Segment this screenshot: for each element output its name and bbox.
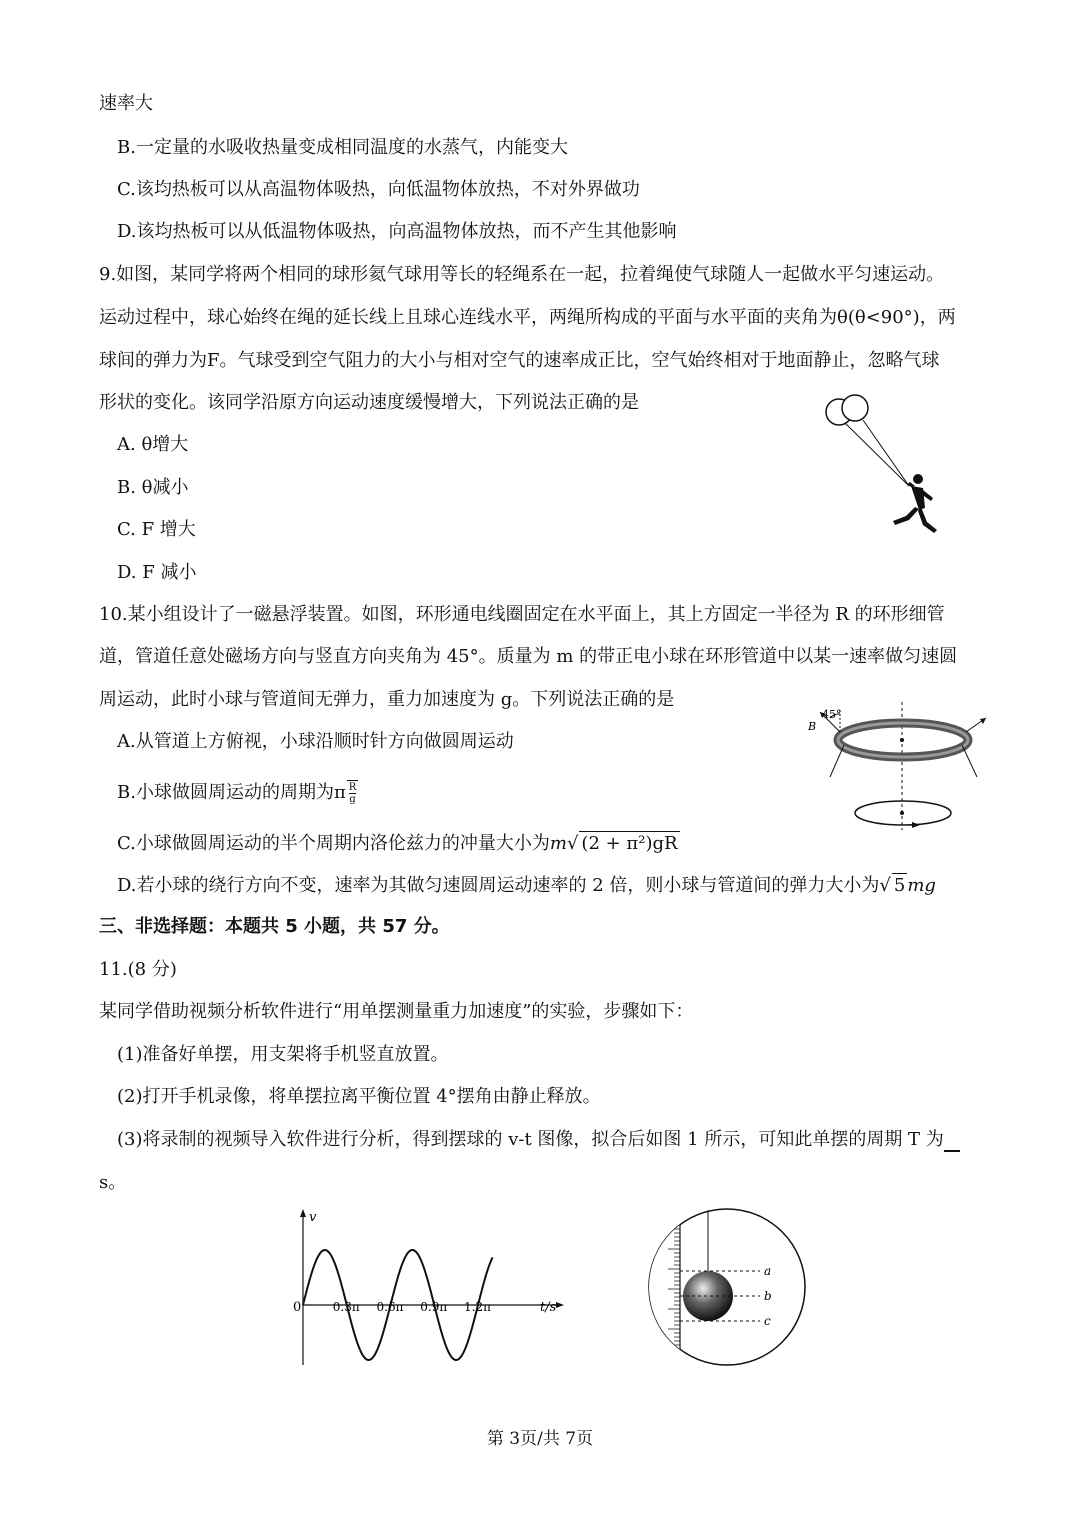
q10-option-d: D.若小球的绕行方向不变，速率为其做匀速圆周运动速率的 2 倍，则小球与管道间的弹力大小为√ 5 mg <box>117 875 936 896</box>
q11-step-2: (2)打开手机录像，将单摆拉离平衡位置 4°摆角由静止释放。 <box>117 1086 601 1107</box>
vt-chart-ticks <box>333 1300 491 1314</box>
x-axis-label: t/s <box>540 1300 557 1315</box>
q10-option-c-m: m <box>549 833 567 854</box>
q8-option-b: B.一定量的水吸收热量变成相同温度的水蒸气，内能变大 <box>117 137 568 158</box>
q10-option-d-prefix: D.若小球的绕行方向不变，速率为其做匀速圆周运动速率的 2 倍，则小球与管道间的弹力大小为 <box>117 875 880 896</box>
q10-option-c: C.小球做圆周运动的半个周期内洛伦兹力的冲量大小为m√ (2 + π²)gR <box>117 833 678 854</box>
pendulum-label-a: a <box>764 1264 772 1278</box>
q9-stem-line-1: 9.如图，某同学将两个相同的球形氦气球用等长的轻绳系在一起，拉着绳使气球随人一起做水平匀速运动。 <box>99 264 945 285</box>
q8-option-c: C.该均热板可以从高温物体吸热，向低温物体放热，不对外界做功 <box>117 179 640 200</box>
x-tick-label: 0.6π <box>376 1300 404 1314</box>
q10-option-d-suffix: mg <box>907 875 936 896</box>
q10-option-b-den: g <box>349 793 356 805</box>
x-tick-label: 0.3π <box>332 1300 360 1314</box>
q10-option-b <box>117 780 358 805</box>
vt-chart <box>285 1205 570 1370</box>
q10-stem-line-2: 道，管道任意处磁场方向与竖直方向夹角为 45°。质量为 m 的带正电小球在环形管道中以某一速率做匀速圆 <box>99 646 958 667</box>
q9-stem-line-2: 运动过程中，球心始终在绳的延长线上且球心连线水平，两绳所构成的平面与水平面的夹角为θ(θ<90°)，两 <box>99 307 956 328</box>
q9-option-b: B. θ减小 <box>117 477 189 498</box>
origin-label: 0 <box>293 1300 302 1315</box>
q10-stem-line-3: 周运动，此时小球与管道间无弹力，重力加速度为 g。下列说法正确的是 <box>99 689 675 710</box>
q10-option-b-num: R <box>348 781 357 793</box>
page-footer: 第 3页/共 7页 <box>486 1429 594 1449</box>
q9-stem-line-3: 球间的弹力为F。气球受到空气阻力的大小与相对空气的速率成正比，空气始终相对于地面静止，忽略气球 <box>99 350 940 371</box>
x-axis-arrow <box>556 1302 564 1308</box>
q8-tail: 速率大 <box>99 93 153 114</box>
section-3-heading: 三、非选择题：本题共 5 小题，共 57 分。 <box>99 916 450 937</box>
q10-option-b-root <box>347 780 359 805</box>
x-tick-label: 0.9π <box>420 1300 448 1314</box>
q10-option-d-root: 5 <box>893 875 906 896</box>
q10-fig-b: B <box>808 720 817 733</box>
pendulum-figure <box>642 1205 812 1370</box>
pendulum-label-b: b <box>764 1289 772 1303</box>
q9-option-a: A. θ增大 <box>117 434 189 455</box>
y-axis-label: v <box>309 1210 317 1225</box>
q9-option-c: C. F 增大 <box>117 519 196 540</box>
q10-option-c-prefix: C.小球做圆周运动的半个周期内洛伦兹力的冲量大小为 <box>117 833 550 854</box>
q10-ring-figure <box>800 700 995 835</box>
q11-intro: 某同学借助视频分析软件进行“用单摆测量重力加速度”的实验，步骤如下： <box>99 1001 694 1022</box>
q9-stem-line-4: 形状的变化。该同学沿原方向运动速度缓慢增大，下列说法正确的是 <box>99 392 639 413</box>
q11-head: 11.(8 分) <box>99 959 177 980</box>
q11-step-3 <box>117 1128 960 1152</box>
q10-fig-angle: 45° <box>822 708 842 721</box>
q10-stem-line-1: 10.某小组设计了一磁悬浮装置。如图，环形通电线圈固定在水平面上，其上方固定一半径为 R 的环形细管 <box>99 604 945 625</box>
q11-step-1: (1)准备好单摆，用支架将手机竖直放置。 <box>117 1044 449 1065</box>
q8-option-d: D.该均热板可以从低温物体吸热，向高温物体放热，而不产生其他影响 <box>117 221 677 242</box>
x-tick-label: 1.2π <box>464 1300 491 1314</box>
q10-option-c-root: (2 + π²)gR <box>581 833 678 854</box>
q9-option-d: D. F 减小 <box>117 562 197 583</box>
q9-balloon-figure <box>815 390 955 540</box>
vt-chart-axes <box>293 1209 564 1365</box>
q11-step-3-tail: s。 <box>99 1172 127 1193</box>
q10-option-b-pi: π <box>333 782 346 803</box>
q10-option-a: A.从管道上方俯视，小球沿顺时针方向做圆周运动 <box>117 731 514 752</box>
q10-option-b-prefix: B.小球做圆周运动的周期为 <box>117 782 334 803</box>
q11-answer-blank <box>944 1132 960 1152</box>
y-axis-arrow <box>300 1209 306 1217</box>
pendulum-label-c: c <box>764 1314 771 1328</box>
q11-step-3-text: (3)将录制的视频导入软件进行分析，得到摆球的 v-t 图像，拟合后如图 1 所示，可知此单摆的周期 T 为 <box>117 1129 944 1150</box>
